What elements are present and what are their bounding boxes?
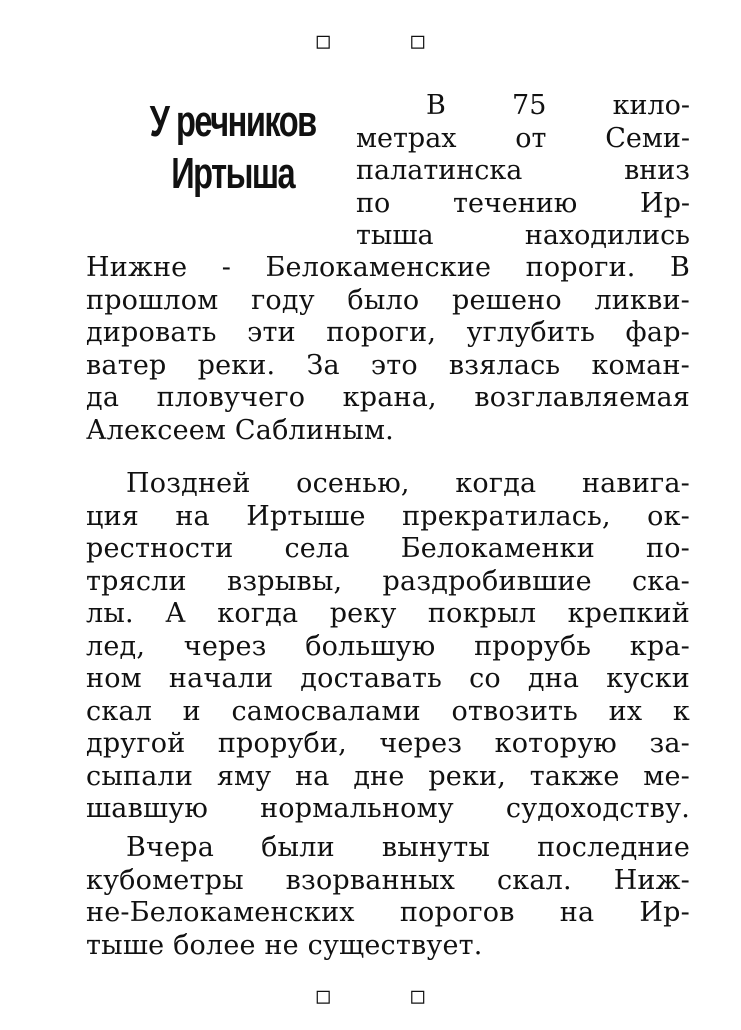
text-line: Вчера были вынуты последние <box>126 832 690 863</box>
headline-line-2: Иртыша <box>171 149 295 198</box>
bottom-ornament: □ □ <box>316 984 459 1009</box>
text-line: рестности села Белокаменки по- <box>86 533 690 564</box>
text-line: прошлом году было решено ликви- <box>86 284 690 316</box>
text-line: кубометры взорванных скал. Ниж- <box>86 864 690 896</box>
paragraph-3 <box>86 832 690 962</box>
paragraph-1 <box>86 252 690 447</box>
text-line: В 75 кило- <box>426 90 690 121</box>
text-line: лы. А когда реку покрыл крепкий <box>86 598 690 629</box>
text-line: другой проруби, через которую за- <box>86 728 690 759</box>
text-line: ном начали доставать со дна куски <box>86 663 690 694</box>
headline <box>118 96 347 200</box>
text-line: тыша находились <box>356 220 690 251</box>
text-line: лед, через большую прорубь кра- <box>86 630 690 662</box>
text-line: по течению Ир- <box>356 187 690 219</box>
text-line: не-Белокаменских порогов на Ир- <box>86 897 690 928</box>
text-line: Алексеем Саблиным. <box>86 414 394 446</box>
text-line: ватер реки. За это взялась коман- <box>86 349 690 381</box>
text-line: скал и самосвалами отвозить их к <box>86 695 690 727</box>
text-line: тыше более не существует. <box>86 929 483 961</box>
text-line: Нижне - Белокаменские пороги. В <box>86 252 690 283</box>
paragraph-2 <box>86 468 690 826</box>
text-line: дировать эти пороги, углубить фар- <box>86 317 690 348</box>
text-line: Поздней осенью, когда навига- <box>126 468 690 499</box>
text-line: палатинска вниз <box>356 155 690 186</box>
text-line: да пловучего крана, возглавляемая <box>86 382 690 413</box>
top-ornament: □ □ <box>316 29 459 54</box>
text-line: трясли взрывы, раздробившие ска- <box>86 565 690 597</box>
text-line: метрах от Семи- <box>356 122 690 154</box>
intro-column <box>356 90 690 253</box>
text-line: ция на Иртыше прекратилась, ок- <box>86 500 690 532</box>
text-line: шавшую нормальному судоходству. <box>86 793 690 824</box>
headline-line-1: У речников <box>149 97 316 146</box>
text-line: сыпали яму на дне реки, также ме- <box>86 760 690 792</box>
